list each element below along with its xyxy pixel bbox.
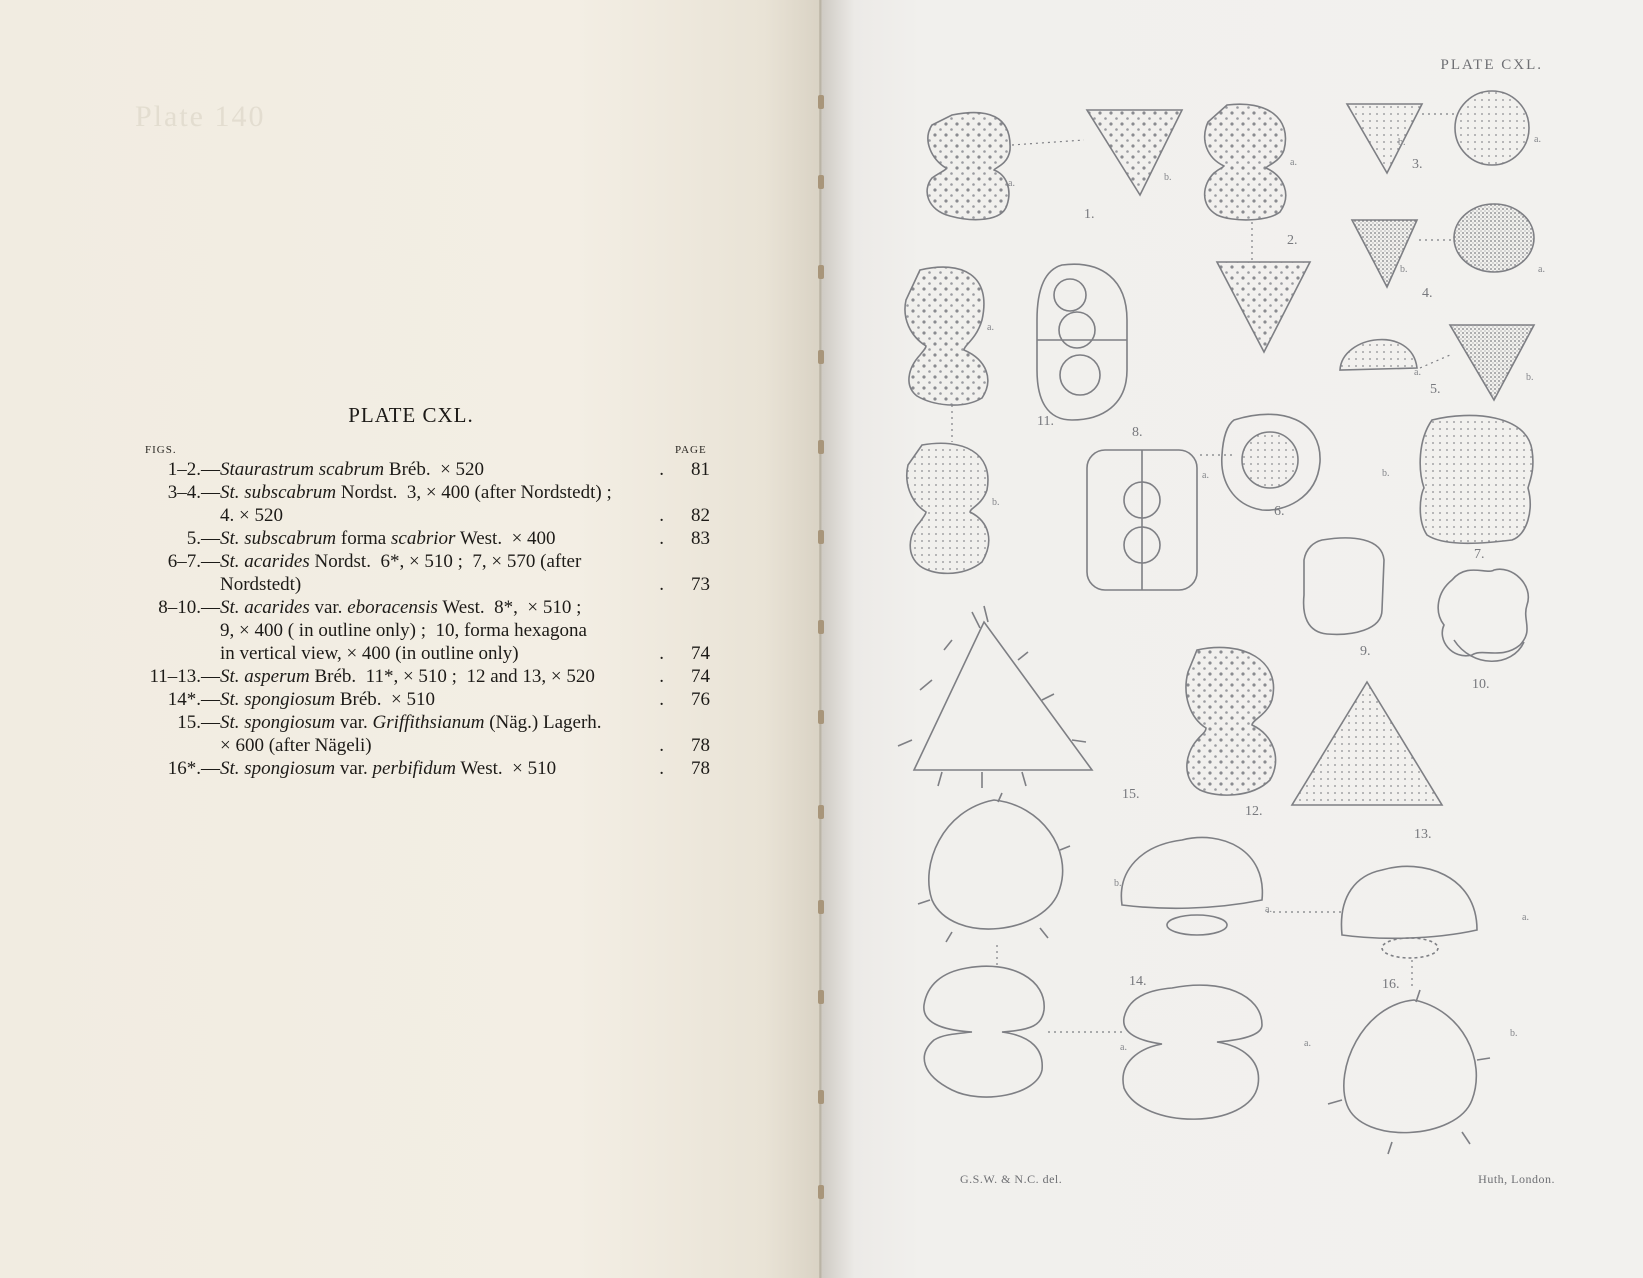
legend-text: in vertical view, × 400 (in outline only) <box>220 643 519 664</box>
view-letter-a: a. <box>1522 912 1529 923</box>
view-letter-b: b. <box>1400 264 1408 275</box>
leader-dots: . <box>659 643 664 664</box>
view-letter-b: b. <box>992 497 1000 508</box>
plate-illustrations <box>822 0 1643 1278</box>
legend-text: forma <box>336 528 391 549</box>
legend-line <box>134 642 714 665</box>
legend-figure-numbers: 11–13.— <box>149 666 220 687</box>
legend-line <box>134 458 714 481</box>
figure-14c-drawing <box>1121 838 1262 909</box>
legend-figure-numbers: 5.— <box>186 528 220 549</box>
figure-number-11: 11. <box>1037 414 1054 429</box>
plate-header: PLATE CXL. <box>1440 57 1543 73</box>
figure-2a-drawing <box>1205 104 1286 220</box>
binding-stitch <box>818 620 824 634</box>
legend-figure-numbers: 16*.— <box>167 758 220 779</box>
figure-number-10: 10. <box>1472 677 1490 692</box>
figure-number-1: 1. <box>1084 207 1095 222</box>
figure-15-drawing <box>914 622 1092 770</box>
legend-entry <box>134 550 714 596</box>
view-letter-a: a. <box>1120 1042 1127 1053</box>
figure-number-7: 7. <box>1474 547 1485 562</box>
binding-stitch <box>818 350 824 364</box>
legend-taxon-name: scabrior <box>391 528 456 549</box>
view-letter-b: b. <box>1398 137 1406 148</box>
legend-text: var. <box>335 758 373 779</box>
figure-4a-drawing <box>1454 204 1534 272</box>
figure-number-8: 8. <box>1132 425 1143 440</box>
figure-12-drawing <box>1186 647 1276 795</box>
figure-5a-drawing <box>1340 340 1417 370</box>
legend-line <box>134 734 714 757</box>
figure-number-12: 12. <box>1245 804 1263 819</box>
legend-figure-numbers: 3–4.— <box>167 482 220 503</box>
figure-number-13: 13. <box>1414 827 1432 842</box>
view-letter-a: a. <box>1538 264 1545 275</box>
binding-stitch <box>818 990 824 1004</box>
legend-taxon-name: St. spongiosum <box>220 689 336 710</box>
legend-figure-numbers: 8–10.— <box>158 597 220 618</box>
legend-taxon-name: St. subscabrum <box>220 528 337 549</box>
right-page <box>822 0 1643 1278</box>
view-letter-a: a. <box>1414 367 1421 378</box>
legend-text: Nordst. 6*, × 510 ; 7, × 570 (after <box>309 551 582 572</box>
bleed-through-text: Plate 140 <box>135 100 266 133</box>
legend-taxon-name: eboracensis <box>347 597 438 618</box>
legend-text: var. <box>335 712 373 733</box>
figure-11b-drawing <box>907 443 989 573</box>
legend-entry <box>134 458 714 481</box>
view-letter-b: b. <box>1382 468 1390 479</box>
legend-taxon-name: St. acarides <box>220 551 310 572</box>
figure-2b-drawing <box>1217 262 1310 352</box>
legend-text: West. 8*, × 510 ; <box>437 597 582 618</box>
view-letter-a: a. <box>1008 178 1015 189</box>
figure-14a-drawing <box>924 966 1044 1097</box>
legend-page-number: 73 <box>691 574 710 595</box>
figure-5b-drawing <box>1450 325 1534 400</box>
legend-page-number: 78 <box>691 758 710 779</box>
figure-14b-drawing <box>929 800 1063 929</box>
legend-page-number: 74 <box>691 666 710 687</box>
legend-line <box>134 665 714 688</box>
legend-line <box>134 596 714 619</box>
legend-line <box>134 527 714 550</box>
legend-figure-numbers: 1–2.— <box>167 459 220 480</box>
figure-14d-drawing <box>1123 985 1262 1119</box>
leader-dots: . <box>659 528 664 549</box>
view-letter-b: b. <box>1510 1028 1518 1039</box>
view-letter-a: a. <box>987 322 994 333</box>
legend-text: 9, × 400 ( in outline only) ; 10, forma hexagona <box>220 620 587 641</box>
figure-4b-drawing <box>1352 220 1417 287</box>
legend-page-number: 83 <box>691 528 710 549</box>
figure-11a-drawing <box>905 267 988 405</box>
figure-10-drawing <box>1438 569 1528 656</box>
figure-16a-drawing <box>1341 866 1477 938</box>
figure-number-4: 4. <box>1422 286 1433 301</box>
binding-stitch <box>818 530 824 544</box>
figs-column-header: FIGS. <box>145 444 177 456</box>
legend-taxon-name: St. subscabrum <box>220 482 337 503</box>
legend-text: 4. × 520 <box>220 505 283 526</box>
legend-entry <box>134 596 714 665</box>
figure-number-2: 2. <box>1287 233 1298 248</box>
figure-9-drawing <box>1304 538 1384 634</box>
legend-figure-numbers: 14*.— <box>167 689 220 710</box>
figure-number-5: 5. <box>1430 382 1441 397</box>
figure-3a-drawing <box>1455 91 1529 165</box>
legend-taxon-name: St. acarides <box>220 597 310 618</box>
view-letter-b: b. <box>1164 172 1172 183</box>
legend-text: Bréb. 11*, × 510 ; 12 and 13, × 520 <box>309 666 595 687</box>
view-letter-a: a. <box>1202 470 1209 481</box>
legend-line <box>134 711 714 734</box>
leader-dots: . <box>659 459 664 480</box>
legend-entry <box>134 527 714 550</box>
legend-text: Nordstedt) <box>220 574 302 595</box>
figure-1a-drawing <box>927 113 1010 220</box>
legend-entry <box>134 757 714 780</box>
view-letter-b: b. <box>1526 372 1534 383</box>
figure-number-6: 6. <box>1274 504 1285 519</box>
legend-taxon-name: St. asperum <box>220 666 310 687</box>
legend-entry <box>134 665 714 688</box>
view-letter-b: b. <box>1114 878 1122 889</box>
view-letter-a: a. <box>1304 1038 1311 1049</box>
legend-figure-numbers: 15.— <box>177 712 220 733</box>
legend-text: × 600 (after Nägeli) <box>220 735 372 756</box>
legend-figure-numbers: 6–7.— <box>167 551 220 572</box>
legend-text: West. × 400 <box>455 528 556 549</box>
figure-13-drawing <box>1292 682 1442 805</box>
figure-16b-drawing <box>1344 1000 1477 1133</box>
legend-text: West. × 510 <box>455 758 557 779</box>
legend-text: Bréb. × 520 <box>384 459 485 480</box>
legend-line <box>134 481 714 504</box>
leader-dots: . <box>659 505 664 526</box>
binding-stitch <box>818 710 824 724</box>
legend-line <box>134 619 714 642</box>
legend-line <box>134 573 714 596</box>
credit-right: Huth, London. <box>1478 1172 1555 1186</box>
leader-dots: . <box>659 758 664 779</box>
binding-stitch <box>818 440 824 454</box>
leader-dots: . <box>659 735 664 756</box>
figure-number-14: 14. <box>1129 974 1147 989</box>
leader-dots: . <box>659 689 664 710</box>
page-column-header: PAGE <box>675 444 707 456</box>
view-letter-a: a. <box>1265 904 1272 915</box>
leader-dots: . <box>659 666 664 687</box>
legend-page-number: 82 <box>691 505 710 526</box>
binding-stitch <box>818 900 824 914</box>
figure-number-15: 15. <box>1122 787 1140 802</box>
binding-stitch <box>818 805 824 819</box>
binding-stitch <box>818 175 824 189</box>
figure-3b-drawing <box>1347 104 1422 173</box>
binding-stitch <box>818 95 824 109</box>
figure-number-16: 16. <box>1382 977 1400 992</box>
plate-legend <box>134 458 714 780</box>
figure-number-3: 3. <box>1412 157 1423 172</box>
credit-left: G.S.W. & N.C. del. <box>960 1172 1063 1186</box>
binding-stitch <box>818 265 824 279</box>
binding-stitch <box>818 1185 824 1199</box>
legend-entry <box>134 481 714 527</box>
legend-line <box>134 688 714 711</box>
page-title: PLATE CXL. <box>348 403 474 427</box>
legend-text: (Näg.) Lagerh. <box>484 712 602 733</box>
legend-line <box>134 757 714 780</box>
legend-line <box>134 504 714 527</box>
legend-entry <box>134 711 714 757</box>
legend-taxon-name: St. spongiosum <box>220 758 336 779</box>
legend-text: var. <box>309 597 348 618</box>
legend-taxon-name: St. spongiosum <box>220 712 336 733</box>
legend-taxon-name: Staurastrum scabrum <box>220 459 385 480</box>
legend-entry <box>134 688 714 711</box>
legend-text: Bréb. × 510 <box>335 689 435 710</box>
legend-page-number: 76 <box>691 689 710 710</box>
leader-dots: . <box>659 574 664 595</box>
legend-page-number: 74 <box>691 643 710 664</box>
figure-7-drawing <box>1420 415 1533 543</box>
binding-stitch <box>818 1090 824 1104</box>
legend-taxon-name: perbifidum <box>372 758 456 779</box>
legend-page-number: 81 <box>691 459 710 480</box>
legend-text: Nordst. 3, × 400 (after Nordstedt) ; <box>336 482 612 503</box>
legend-taxon-name: Griffithsianum <box>372 712 485 733</box>
figure-number-9: 9. <box>1360 644 1371 659</box>
view-letter-a: a. <box>1534 134 1541 145</box>
legend-line <box>134 550 714 573</box>
view-letter-a: a. <box>1290 157 1297 168</box>
figure-8-drawing <box>1037 264 1127 420</box>
legend-page-number: 78 <box>691 735 710 756</box>
